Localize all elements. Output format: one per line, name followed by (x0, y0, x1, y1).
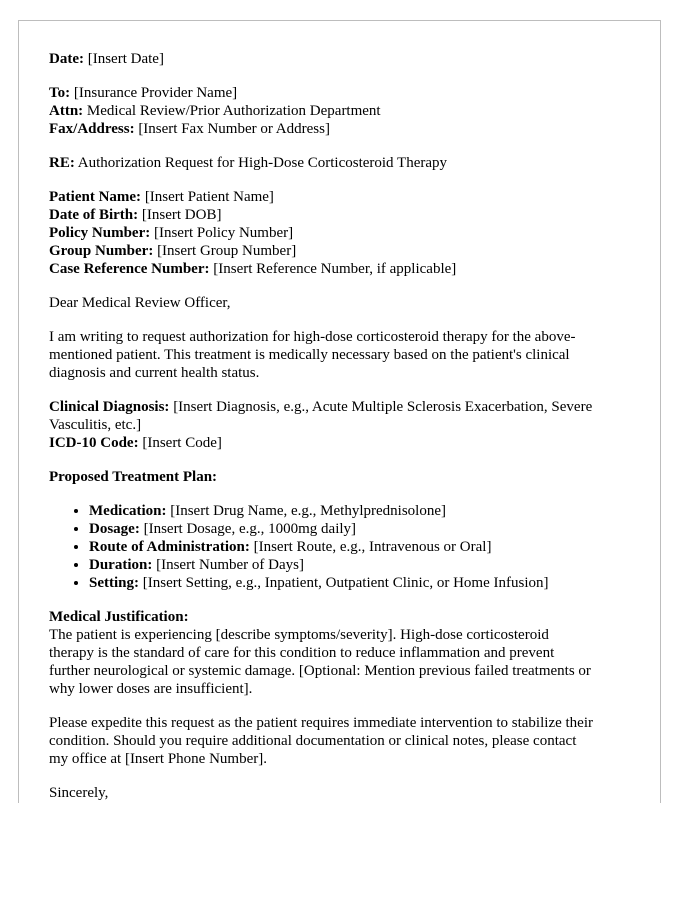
policy-label: Policy Number: (49, 225, 151, 241)
date-label: Date: (49, 51, 84, 67)
group-value: [Insert Group Number] (157, 243, 297, 259)
salutation: Dear Medical Review Officer, (49, 295, 231, 311)
patient-block (49, 188, 634, 278)
to-value: [Insurance Provider Name] (73, 85, 238, 101)
letter-page (18, 20, 661, 803)
treatment-item-value: [Insert Route, e.g., Intravenous or Oral] (253, 539, 492, 555)
re-line (49, 154, 634, 172)
justification-line: therapy is the standard of care for this condition to reduce inflammation and prevent (49, 645, 555, 661)
treatment-item-value: [Insert Setting, e.g., Inpatient, Outpatient Clinic, or Home Infusion] (142, 575, 549, 591)
to-line (49, 84, 634, 102)
treatment-item-label: Medication: (89, 503, 167, 519)
intro-line: I am writing to request authorization for high-dose corticosteroid therapy for the above- (49, 329, 576, 345)
treatment-item-value: [Insert Dosage, e.g., 1000mg daily] (143, 521, 357, 537)
dob-line (49, 206, 634, 224)
policy-line (49, 224, 634, 242)
intro-line: diagnosis and current health status. (49, 365, 260, 381)
treatment-item-label: Route of Administration: (89, 539, 250, 555)
justification-line: The patient is experiencing [describe symptoms/severity]. High-dose corticosteroid (49, 627, 549, 643)
diagnosis-line (49, 398, 634, 416)
justification-line: further neurological or systemic damage. [Optional: Mention previous failed treatments or (49, 663, 591, 679)
justification-block (49, 608, 634, 698)
case-line (49, 260, 634, 278)
closing-line: my office at [Insert Phone Number]. (49, 751, 267, 767)
justification-line: why lower doses are insufficient]. (49, 681, 253, 697)
icd-label: ICD-10 Code: (49, 435, 139, 451)
signoff: Sincerely, (49, 785, 109, 801)
attn-line (49, 102, 634, 120)
treatment-item-value: [Insert Number of Days] (156, 557, 304, 573)
intro-paragraph (49, 328, 634, 382)
list-item (89, 538, 634, 556)
fax-line (49, 120, 634, 138)
to-label: To: (49, 85, 71, 101)
fax-label: Fax/Address: (49, 121, 135, 137)
date-line (49, 50, 634, 68)
justification-heading: Medical Justification: (49, 609, 189, 625)
group-line (49, 242, 634, 260)
diagnosis-value-continued: Vasculitis, etc.] (49, 417, 142, 433)
policy-value: [Insert Policy Number] (153, 225, 294, 241)
dob-label: Date of Birth: (49, 207, 139, 223)
treatment-item-label: Dosage: (89, 521, 140, 537)
diagnosis-block (49, 398, 634, 452)
treatment-item-label: Setting: (89, 575, 139, 591)
date-value: [Insert Date] (87, 51, 164, 67)
dob-value: [Insert DOB] (141, 207, 222, 223)
icd-line (49, 434, 634, 452)
closing-paragraph (49, 714, 634, 768)
icd-value: [Insert Code] (142, 435, 222, 451)
recipient-block (49, 84, 634, 138)
patient-name-value: [Insert Patient Name] (144, 189, 274, 205)
list-item (89, 574, 634, 592)
patient-name-label: Patient Name: (49, 189, 142, 205)
diagnosis-label: Clinical Diagnosis: (49, 399, 170, 415)
closing-line: condition. Should you require additional documentation or clinical notes, please contact (49, 733, 577, 749)
list-item (89, 556, 634, 574)
case-value: [Insert Reference Number, if applicable] (213, 261, 457, 277)
re-label: RE: (49, 155, 75, 171)
attn-value: Medical Review/Prior Authorization Department (86, 103, 381, 119)
list-item (89, 520, 634, 538)
list-item (89, 502, 634, 520)
patient-name-line (49, 188, 634, 206)
fax-value: [Insert Fax Number or Address] (138, 121, 330, 137)
group-label: Group Number: (49, 243, 154, 259)
treatment-list (49, 502, 634, 592)
treatment-item-label: Duration: (89, 557, 153, 573)
attn-label: Attn: (49, 103, 84, 119)
diagnosis-value: [Insert Diagnosis, e.g., Acute Multiple Sclerosis Exacerbation, Severe (173, 399, 593, 415)
treatment-item-value: [Insert Drug Name, e.g., Methylprednisolone] (170, 503, 446, 519)
intro-line: mentioned patient. This treatment is medically necessary based on the patient's clinical (49, 347, 570, 363)
treatment-heading: Proposed Treatment Plan: (49, 469, 218, 485)
closing-line: Please expedite this request as the patient requires immediate intervention to stabilize their (49, 715, 593, 731)
re-value: Authorization Request for High-Dose Corticosteroid Therapy (77, 155, 448, 171)
case-label: Case Reference Number: (49, 261, 210, 277)
